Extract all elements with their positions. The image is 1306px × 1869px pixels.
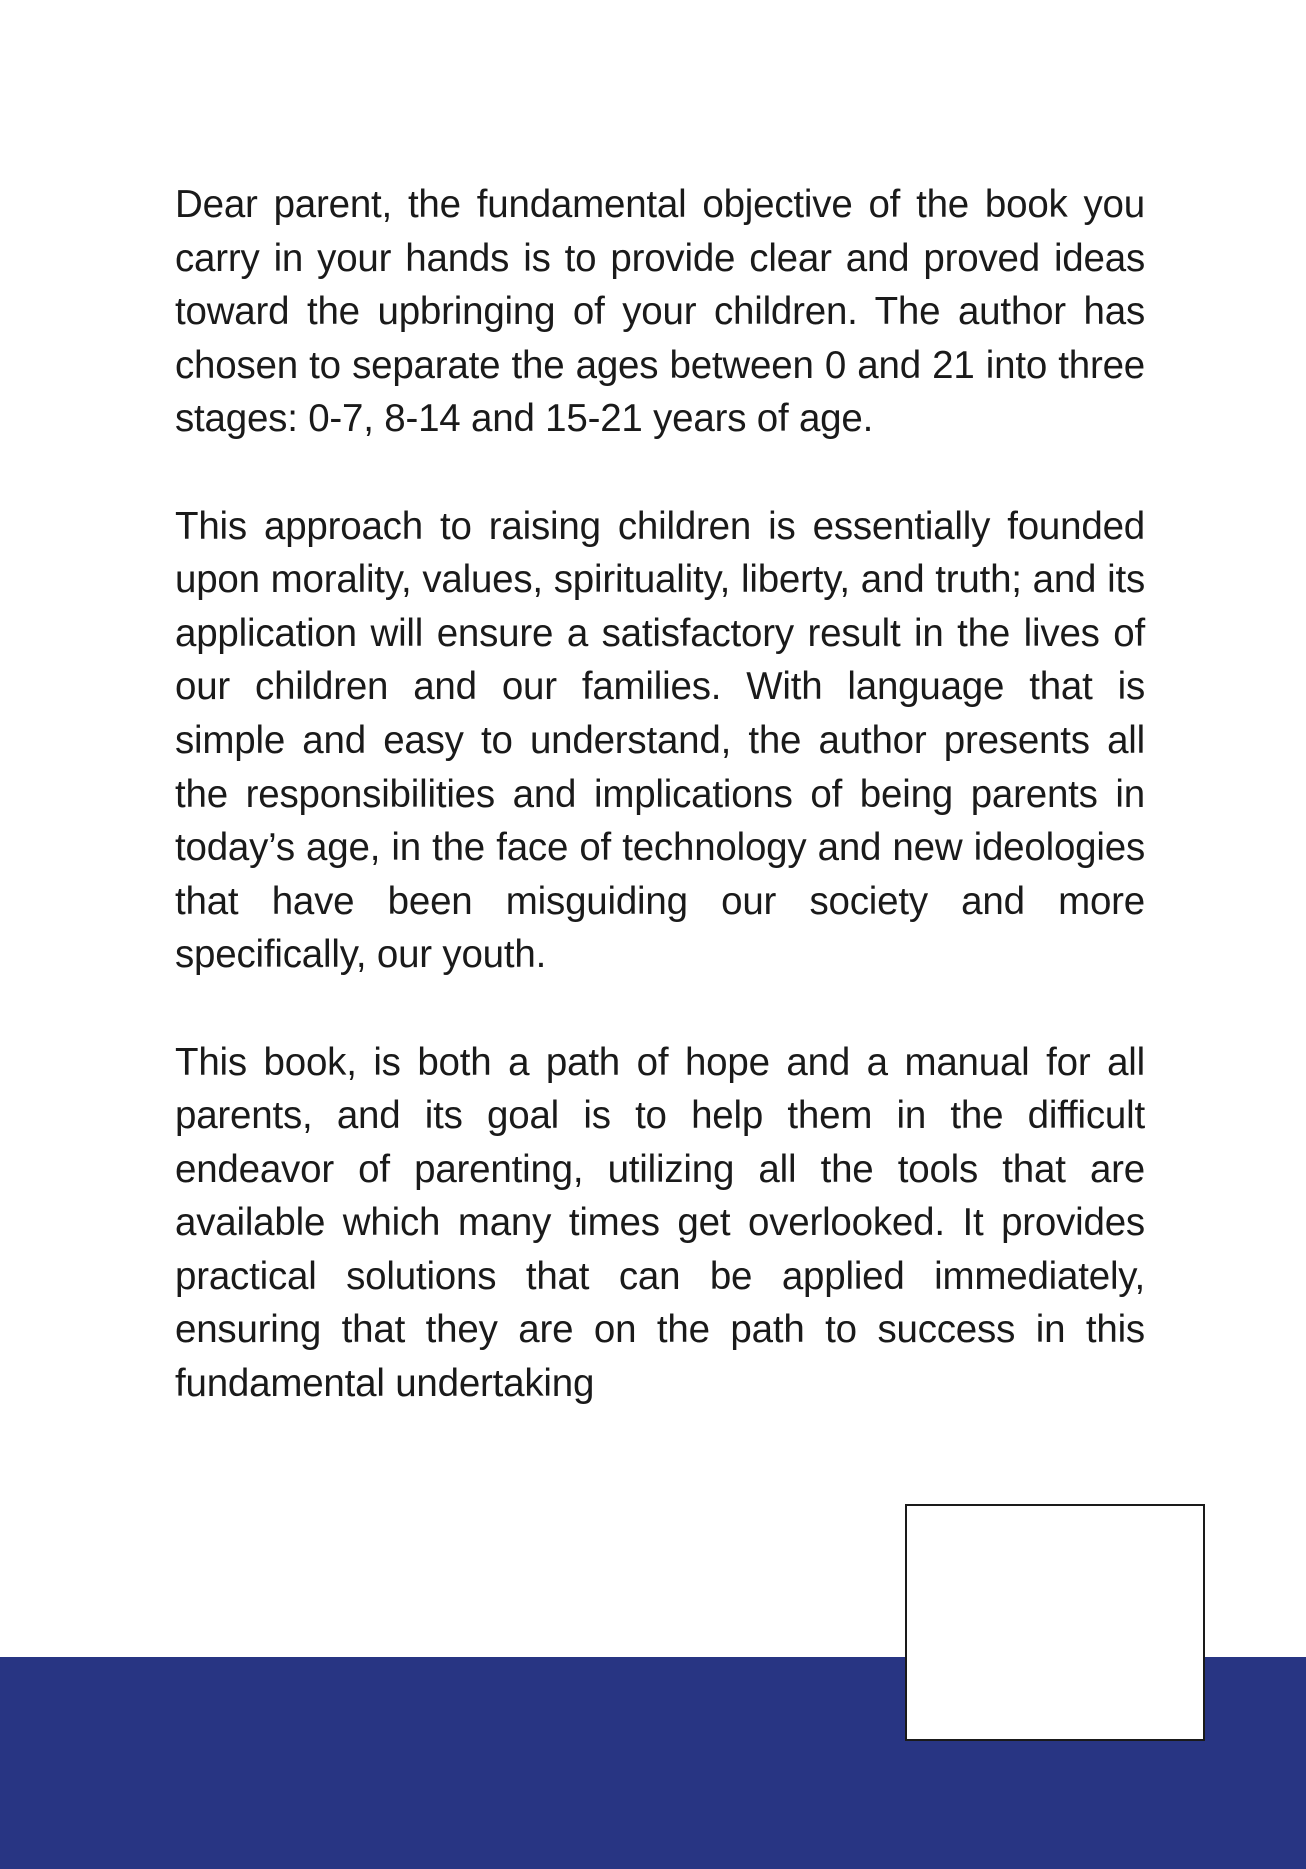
back-cover-blurb [175, 178, 1145, 1411]
blurb-paragraph-1: Dear parent, the fundamental objective of the book you carry in your hands is to provide clear and proved ideas toward the upbringing of your children. The author has chosen to separate the ages between 0 and 21 into three stages: 0-7, 8-14 and 15-21 years of age. [175, 183, 1145, 441]
blurb-paragraph-3: This book, is both a path of hope and a manual for all parents, and its goal is to help them in the difficult endeavor of parenting, utilizing all the tools that are available which many times get overlooked. It provides practical solutions that can be applied immediately, ensuring that they are on the path to success in this fundamental undertaking [175, 1040, 1145, 1406]
blurb-paragraph-2: This approach to raising children is essentially founded upon morality, values, spirituality, liberty, and truth; and its application will ensure a satisfactory result in the lives of our children and our families. With language that is simple and easy to understand, the author presents all the responsibilities and implications of being parents in today’s age, in the face of technology and new ideologies that have been misguiding our society and more specifically, our youth. [175, 504, 1145, 977]
barcode-placeholder-box [905, 1504, 1205, 1741]
